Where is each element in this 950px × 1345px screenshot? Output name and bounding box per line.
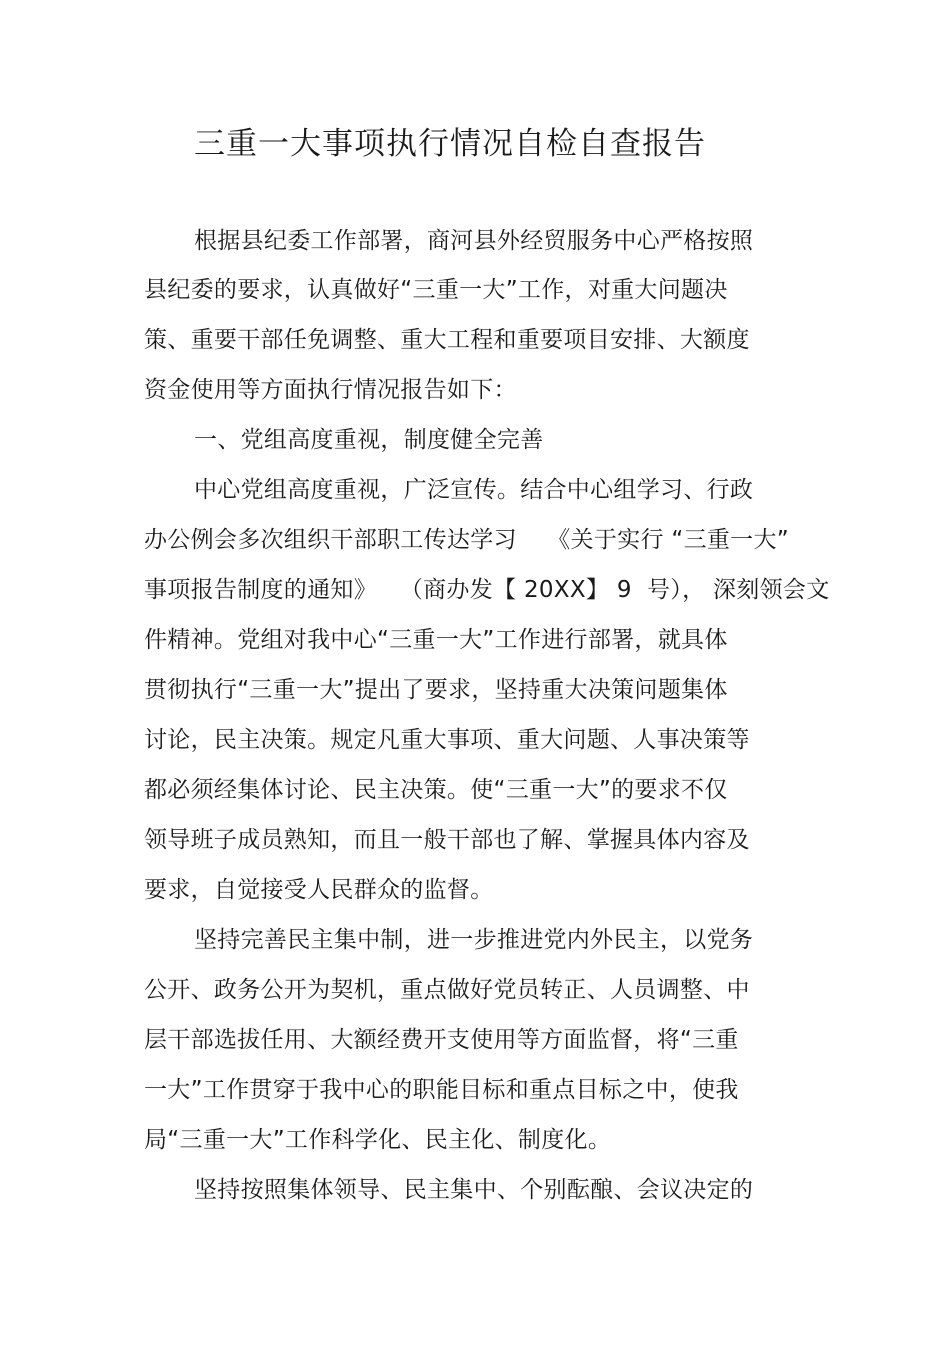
text-line: 办公例会多次组织干部职工传达学习 《关于实行 “三重一大” xyxy=(144,527,789,553)
text-line: 事项报告制度的通知》 （商办发【 20XX】 9 号）， 深刻领会文 xyxy=(144,577,830,603)
text-line: 要求，自觉接受人民群众的监督。 xyxy=(144,877,494,903)
text-line: 局“三重一大”工作科学化、民主化、制度化。 xyxy=(144,1127,612,1153)
text-line: 一大”工作贯穿于我中心的职能目标和重点目标之中，使我 xyxy=(144,1077,739,1103)
text-line: 资金使用等方面执行情况报告如下： xyxy=(144,377,517,403)
text-line: 领导班子成员熟知，而且一般干部也了解、掌握具体内容及 xyxy=(144,827,750,853)
document-title: 三重一大事项执行情况自检自查报告 xyxy=(194,126,706,162)
text-line: 坚持完善民主集中制，进一步推进党内外民主，以党务 xyxy=(194,927,754,953)
text-line: 县纪委的要求，认真做好“三重一大”工作，对重大问题决 xyxy=(144,277,728,303)
text-line: 都必须经集体讨论、民主决策。使“三重一大”的要求不仅 xyxy=(144,777,728,803)
text-line: 中心党组高度重视，广泛宣传。结合中心组学习、行政 xyxy=(194,477,754,503)
text-line: 根据县纪委工作部署，商河县外经贸服务中心严格按照 xyxy=(194,228,754,254)
section-heading: 一、党组高度重视，制度健全完善 xyxy=(194,427,544,453)
text-line: 贯彻执行“三重一大”提出了要求，坚持重大决策问题集体 xyxy=(144,677,728,703)
text-line: 讨论，民主决策。规定凡重大事项、重大问题、人事决策等 xyxy=(144,727,750,753)
text-line: 层干部选拔任用、大额经费开支使用等方面监督，将“三重 xyxy=(144,1027,739,1053)
text-line: 公开、政务公开为契机，重点做好党员转正、人员调整、中 xyxy=(144,977,750,1003)
text-line: 策、重要干部任免调整、重大工程和重要项目安排、大额度 xyxy=(144,327,750,353)
text-line: 坚持按照集体领导、民主集中、个别酝酿、会议决定的 xyxy=(194,1177,754,1203)
text-line: 件精神。党组对我中心“三重一大”工作进行部署，就具体 xyxy=(144,627,728,653)
